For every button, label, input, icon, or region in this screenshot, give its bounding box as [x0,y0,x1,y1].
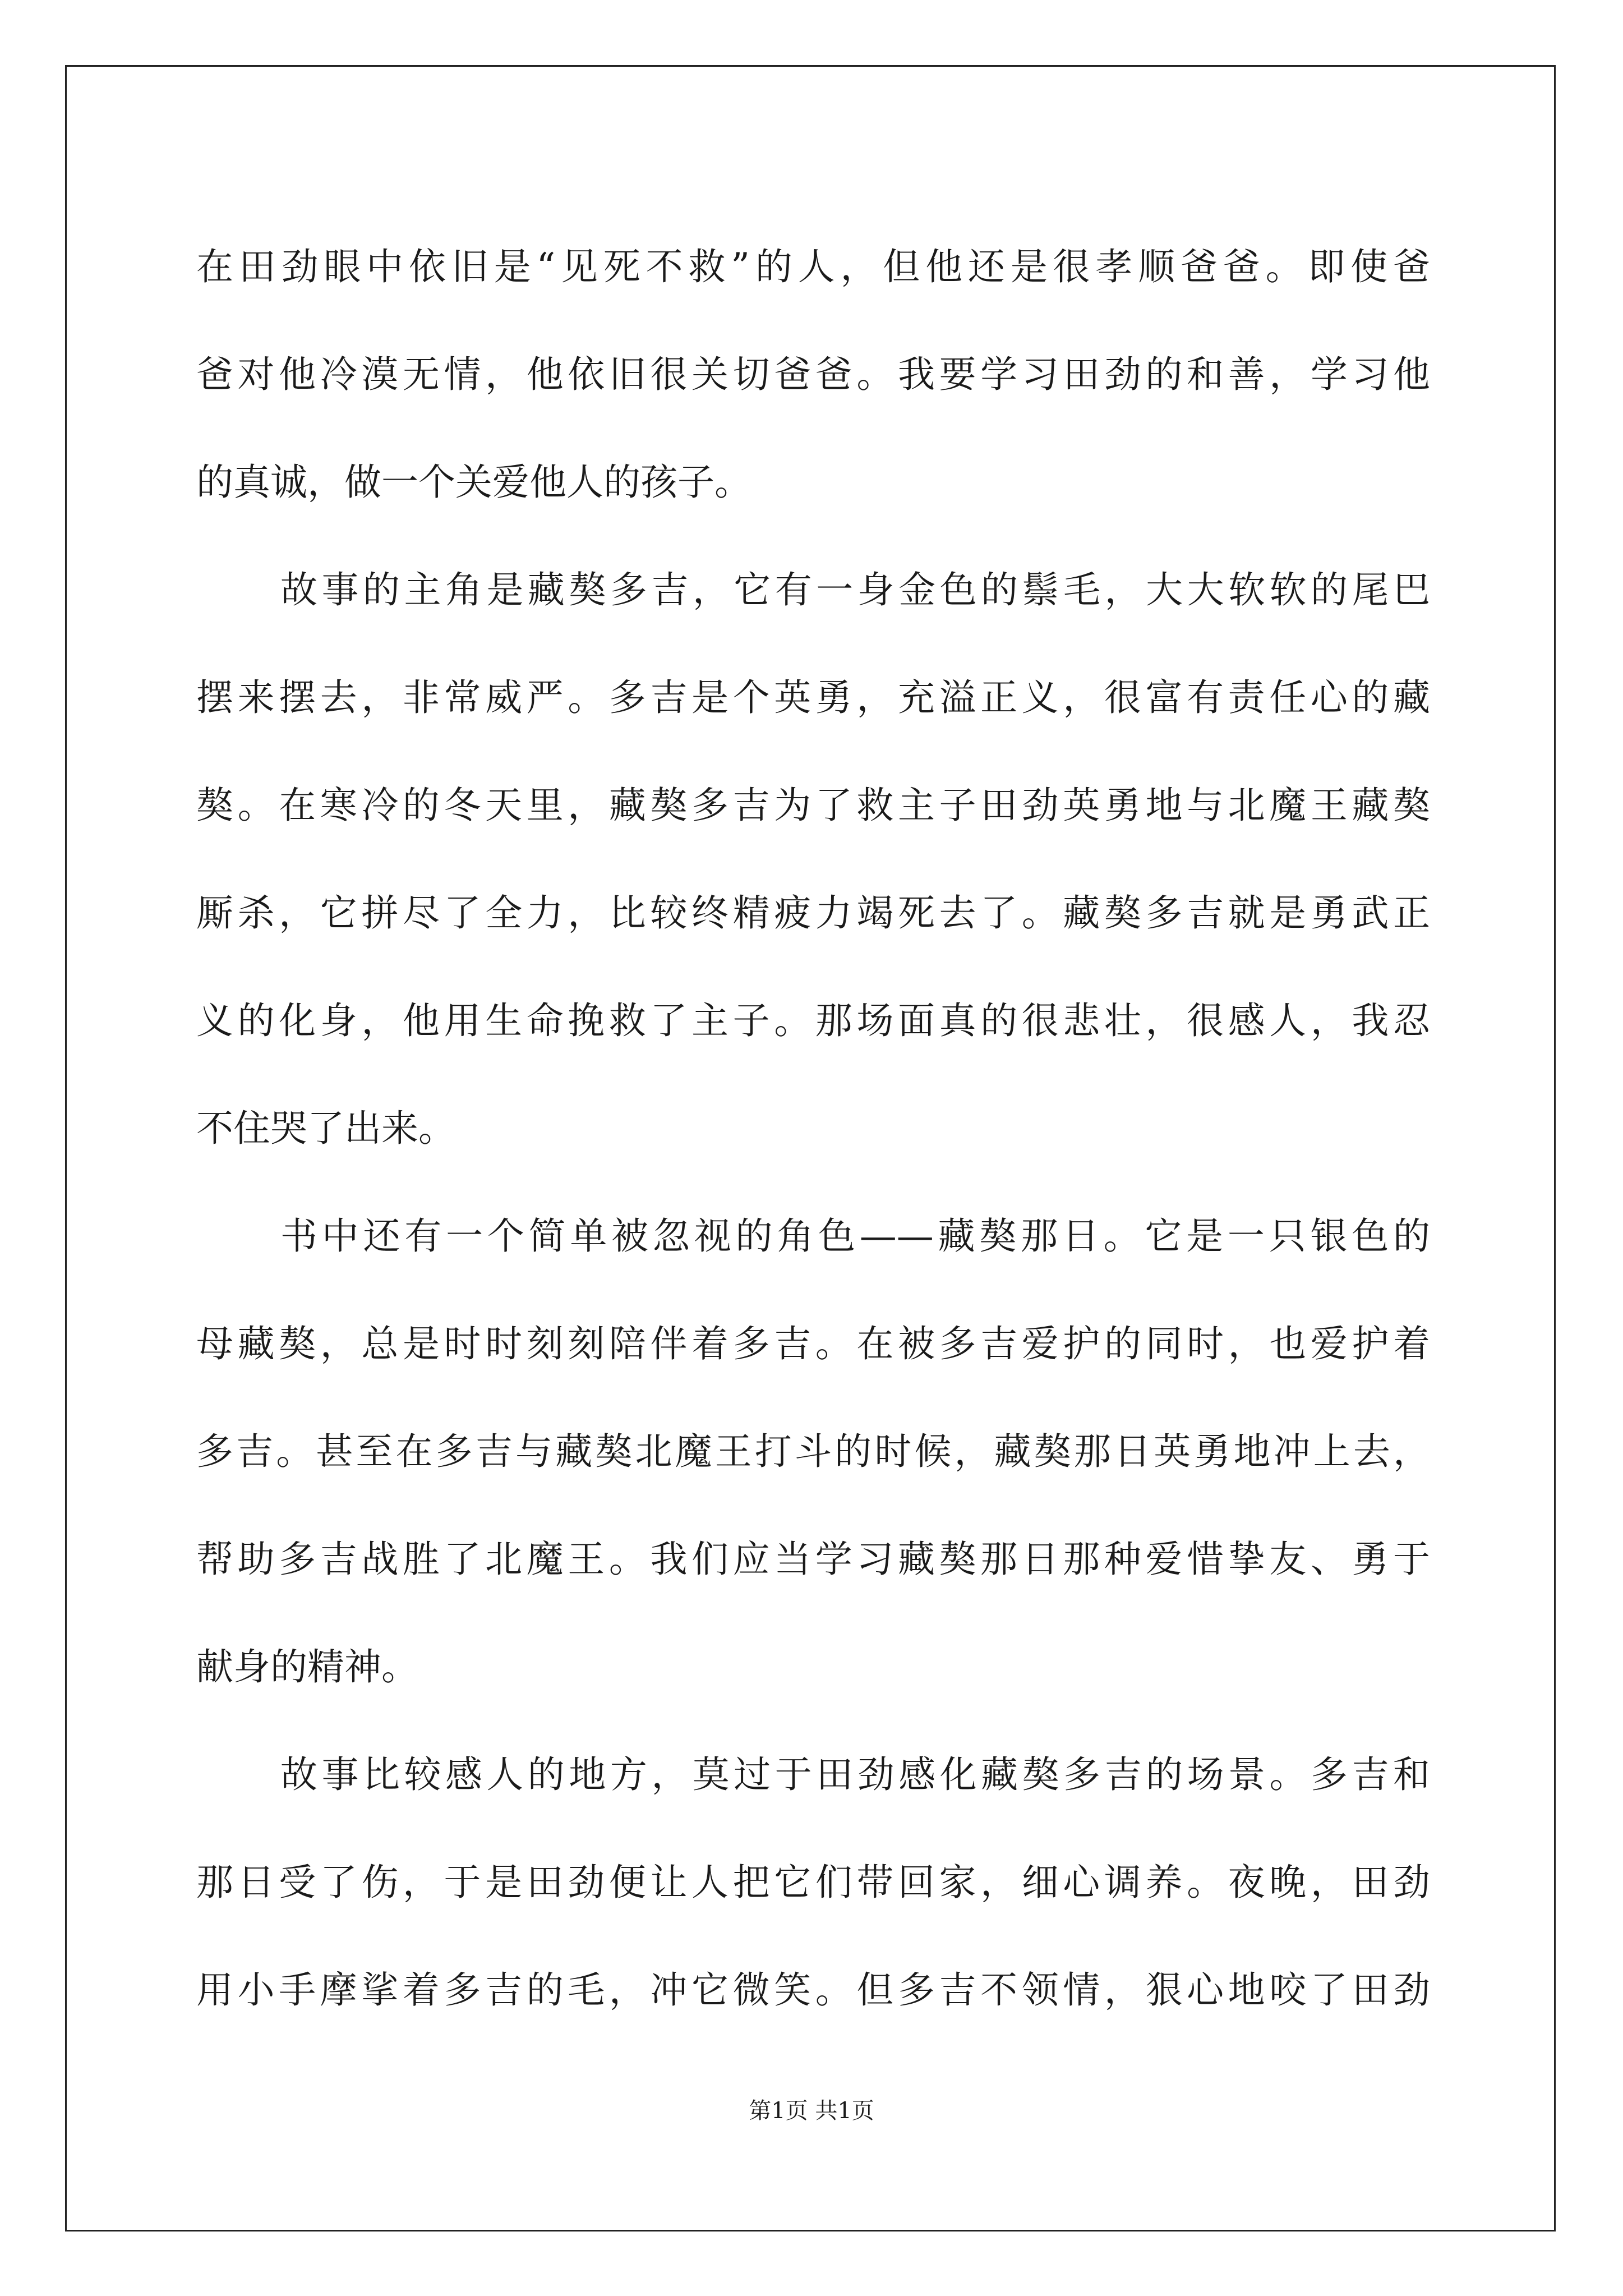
paragraph-start-line: 故事比较感人的地方，莫过于田劲感化藏獒多吉的场景。多吉和 [280,1753,1430,1796]
text-line: 的真诚，做一个关爱他人的孩子。 [196,461,751,504]
text-line: 厮杀，它拼尽了全力，比较终精疲力竭死去了。藏獒多吉就是勇武正 [196,891,1430,935]
paragraph-start-line: 故事的主角是藏獒多吉，它有一身金色的鬃毛，大大软软的尾巴 [280,568,1430,611]
text-line: 爸对他冷漠无情，他依旧很关切爸爸。我要学习田劲的和善，学习他 [196,353,1430,396]
text-line: 帮助多吉战胜了北魔王。我们应当学习藏獒那日那种爱惜挚友、勇于 [196,1538,1430,1581]
text-line: 在田劲眼中依旧是“见死不救”的人，但他还是很孝顺爸爸。即使爸 [196,245,1430,288]
text-line: 不住哭了出来。 [196,1107,455,1150]
text-line: 多吉。甚至在多吉与藏獒北魔王打斗的时候，藏獒那日英勇地冲上去， [196,1430,1430,1473]
text-line: 用小手摩挲着多吉的毛，冲它微笑。但多吉不领情，狠心地咬了田劲 [196,1968,1430,2012]
page-number-footer: 第1页 共1页 [749,2098,874,2124]
text-line: 义的化身，他用生命挽救了主子。那场面真的很悲壮，很感人，我忍 [196,999,1430,1042]
text-line: 摆来摆去，非常威严。多吉是个英勇，充溢正义，很富有责任心的藏 [196,676,1430,719]
document-body [196,213,1430,2044]
text-line: 獒。在寒冷的冬天里，藏獒多吉为了救主子田劲英勇地与北魔王藏獒 [196,784,1430,827]
text-line: 母藏獒，总是时时刻刻陪伴着多吉。在被多吉爱护的同时，也爱护着 [196,1322,1430,1365]
text-line: 那日受了伤，于是田劲便让人把它们带回家，细心调养。夜晚，田劲 [196,1861,1430,1904]
paragraph-start-line: 书中还有一个简单被忽视的角色——藏獒那日。它是一只银色的 [280,1214,1430,1258]
text-line: 献身的精神。 [196,1645,418,1688]
